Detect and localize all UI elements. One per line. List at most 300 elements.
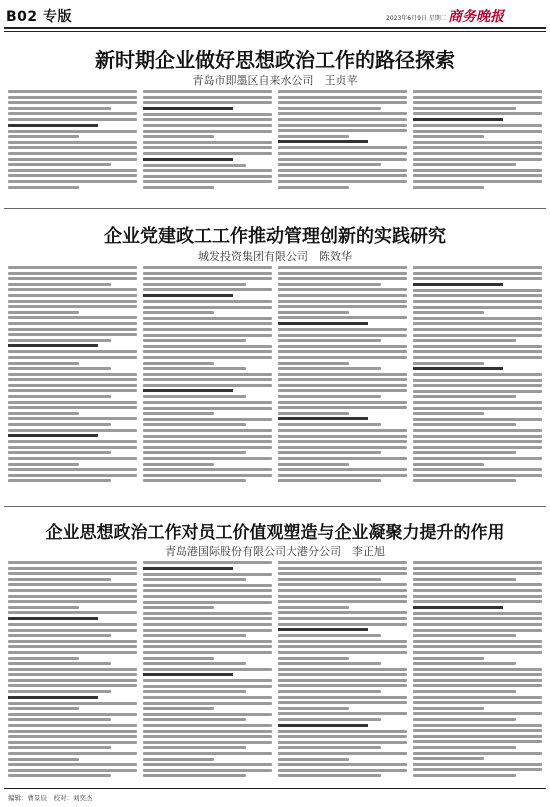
body-text-line-placeholder	[413, 174, 542, 177]
body-text-line-placeholder	[413, 679, 542, 682]
body-text-line-placeholder	[278, 572, 407, 575]
body-text-line-placeholder	[278, 696, 407, 699]
body-text-line-placeholder	[413, 696, 542, 699]
body-text-line-placeholder	[413, 124, 542, 127]
body-text-line-placeholder	[143, 356, 272, 359]
body-text-line-placeholder	[413, 623, 542, 626]
body-text-line-placeholder	[8, 356, 137, 359]
body-text-line-placeholder	[278, 651, 407, 654]
body-text-line-placeholder	[278, 311, 349, 314]
body-text-line-placeholder	[143, 606, 214, 609]
body-subheading-placeholder	[278, 628, 368, 631]
body-text-line-placeholder	[413, 384, 542, 387]
body-text-line-placeholder	[8, 474, 137, 477]
body-text-line-placeholder	[8, 152, 137, 155]
article-byline-1: 青岛市即墨区自来水公司 王贞苹	[192, 74, 358, 87]
body-text-line-placeholder	[278, 101, 407, 104]
body-text-line-placeholder	[143, 130, 272, 133]
body-text-line-placeholder	[413, 479, 516, 482]
body-text-line-placeholder	[8, 640, 137, 643]
body-text-line-placeholder	[143, 146, 272, 149]
body-text-line-placeholder	[143, 118, 272, 121]
body-subheading-placeholder	[8, 124, 98, 127]
body-text-line-placeholder	[413, 617, 542, 620]
body-text-line-placeholder	[413, 435, 542, 438]
body-text-line-placeholder	[143, 573, 272, 576]
body-text-line-placeholder	[278, 118, 407, 121]
body-text-line-placeholder	[278, 395, 381, 398]
body-text-line-placeholder	[8, 389, 137, 392]
body-text-line-placeholder	[8, 440, 137, 443]
body-text-line-placeholder	[413, 328, 542, 331]
body-text-line-placeholder	[143, 707, 214, 710]
body-text-line-placeholder	[278, 124, 407, 127]
body-text-line-placeholder	[413, 640, 542, 643]
body-text-line-placeholder	[413, 96, 542, 99]
body-text-line-placeholder	[8, 634, 111, 637]
body-text-line-placeholder	[278, 135, 349, 138]
body-text-line-placeholder	[278, 180, 407, 183]
body-text-line-placeholder	[278, 345, 407, 348]
body-text-line-placeholder	[8, 339, 111, 342]
body-text-line-placeholder	[278, 600, 407, 603]
body-text-line-placeholder	[278, 645, 407, 648]
body-text-line-placeholder	[278, 339, 381, 342]
body-text-line-placeholder	[413, 322, 542, 325]
body-text-line-placeholder	[278, 668, 407, 671]
body-text-line-placeholder	[143, 300, 272, 303]
body-text-line-placeholder	[8, 112, 137, 115]
body-text-line-placeholder	[278, 673, 407, 676]
body-text-line-placeholder	[8, 401, 137, 404]
body-text-line-placeholder	[8, 645, 137, 648]
body-text-line-placeholder	[8, 158, 137, 161]
body-text-line-placeholder	[143, 423, 246, 426]
body-text-line-placeholder	[8, 567, 137, 570]
body-text-line-placeholder	[8, 578, 111, 581]
body-text-line-placeholder	[8, 479, 111, 482]
body-text-line-placeholder	[143, 288, 272, 291]
body-text-line-placeholder	[143, 713, 272, 716]
body-text-line-placeholder	[278, 446, 407, 449]
body-text-line-placeholder	[8, 294, 137, 297]
body-text-line-placeholder	[143, 758, 214, 761]
body-text-line-placeholder	[143, 350, 272, 353]
body-text-line-placeholder	[143, 429, 272, 432]
body-text-line-placeholder	[8, 412, 79, 415]
section-label: B02 专版	[6, 9, 73, 25]
body-text-line-placeholder	[278, 730, 407, 733]
body-text-line-placeholder	[143, 378, 272, 381]
body-text-line-placeholder	[8, 651, 137, 654]
article-2-column	[278, 266, 407, 486]
body-text-line-placeholder	[143, 334, 272, 337]
body-text-line-placeholder	[413, 572, 542, 575]
body-text-line-placeholder	[278, 589, 407, 592]
body-text-line-placeholder	[143, 175, 272, 178]
body-text-line-placeholder	[413, 429, 542, 432]
body-subheading-placeholder	[143, 294, 233, 297]
body-subheading-placeholder	[8, 617, 98, 620]
body-subheading-placeholder	[8, 696, 98, 699]
body-text-line-placeholder	[413, 334, 542, 337]
article-byline-2: 城发投资集团有限公司 陈效华	[198, 250, 352, 263]
body-text-line-placeholder	[8, 679, 137, 682]
body-text-line-placeholder	[413, 612, 542, 615]
body-text-line-placeholder	[143, 584, 272, 587]
body-text-line-placeholder	[413, 561, 542, 564]
body-text-line-placeholder	[8, 724, 137, 727]
body-text-line-placeholder	[8, 300, 137, 303]
body-text-line-placeholder	[278, 294, 407, 297]
body-text-line-placeholder	[8, 774, 111, 777]
body-text-line-placeholder	[413, 362, 484, 365]
body-subheading-placeholder	[143, 673, 233, 676]
body-text-line-placeholder	[8, 752, 137, 755]
body-text-line-placeholder	[278, 623, 407, 626]
body-text-line-placeholder	[278, 662, 381, 665]
body-text-line-placeholder	[413, 718, 516, 721]
body-text-line-placeholder	[278, 606, 349, 609]
article-divider	[4, 208, 546, 209]
body-text-line-placeholder	[413, 90, 542, 93]
body-text-line-placeholder	[8, 623, 137, 626]
body-text-line-placeholder	[278, 474, 407, 477]
body-text-line-placeholder	[413, 595, 542, 598]
body-text-line-placeholder	[8, 707, 79, 710]
body-text-line-placeholder	[278, 283, 381, 286]
body-text-line-placeholder	[278, 735, 407, 738]
body-text-line-placeholder	[8, 572, 137, 575]
body-text-line-placeholder	[278, 90, 407, 93]
body-text-line-placeholder	[413, 350, 542, 353]
body-text-line-placeholder	[278, 277, 407, 280]
body-text-line-placeholder	[8, 463, 79, 466]
body-text-line-placeholder	[143, 141, 272, 144]
body-text-line-placeholder	[413, 634, 516, 637]
body-text-line-placeholder	[413, 294, 542, 297]
body-text-line-placeholder	[8, 118, 137, 121]
body-text-line-placeholder	[8, 673, 137, 676]
body-text-line-placeholder	[143, 180, 272, 183]
body-text-line-placeholder	[278, 107, 381, 110]
body-text-line-placeholder	[413, 451, 516, 454]
body-text-line-placeholder	[413, 690, 516, 693]
body-text-line-placeholder	[278, 769, 407, 772]
footer-rule	[4, 788, 546, 789]
body-subheading-placeholder	[143, 567, 233, 570]
body-text-line-placeholder	[278, 389, 407, 392]
body-text-line-placeholder	[143, 702, 272, 705]
body-text-line-placeholder	[8, 730, 137, 733]
body-text-line-placeholder	[143, 339, 246, 342]
body-text-line-placeholder	[8, 561, 137, 564]
header-rule-thick	[4, 27, 546, 29]
body-text-line-placeholder	[143, 685, 272, 688]
body-text-line-placeholder	[413, 146, 542, 149]
body-text-line-placeholder	[143, 277, 272, 280]
article-1-column	[413, 90, 542, 195]
body-text-line-placeholder	[143, 90, 272, 93]
body-text-line-placeholder	[278, 146, 407, 149]
body-text-line-placeholder	[143, 589, 272, 592]
body-text-line-placeholder	[278, 288, 407, 291]
body-text-line-placeholder	[8, 266, 137, 269]
body-text-line-placeholder	[8, 141, 137, 144]
body-text-line-placeholder	[278, 378, 407, 381]
body-text-line-placeholder	[413, 107, 516, 110]
body-text-line-placeholder	[8, 180, 137, 183]
body-text-line-placeholder	[8, 690, 111, 693]
body-text-line-placeholder	[278, 367, 381, 370]
body-text-line-placeholder	[143, 135, 214, 138]
body-text-line-placeholder	[278, 356, 407, 359]
body-text-line-placeholder	[8, 305, 137, 308]
body-text-line-placeholder	[278, 401, 407, 404]
body-text-line-placeholder	[143, 266, 272, 269]
body-text-line-placeholder	[143, 769, 272, 772]
body-subheading-placeholder	[413, 283, 503, 286]
body-text-line-placeholder	[143, 345, 272, 348]
body-text-line-placeholder	[278, 684, 407, 687]
body-text-line-placeholder	[413, 141, 542, 144]
body-text-line-placeholder	[143, 124, 272, 127]
article-body-3	[8, 561, 542, 783]
body-text-line-placeholder	[8, 130, 137, 133]
body-text-line-placeholder	[143, 561, 272, 564]
body-text-line-placeholder	[278, 640, 407, 643]
body-text-line-placeholder	[278, 741, 407, 744]
body-text-line-placeholder	[8, 283, 111, 286]
body-text-line-placeholder	[8, 272, 137, 275]
body-text-line-placeholder	[8, 429, 137, 432]
body-subheading-placeholder	[278, 322, 368, 325]
body-text-line-placeholder	[143, 679, 272, 682]
body-text-line-placeholder	[413, 668, 542, 671]
article-title-3: 企业思想政治工作对员工价值观塑造与企业凝聚力提升的作用	[45, 523, 505, 543]
page-header	[0, 0, 550, 30]
body-text-line-placeholder	[143, 718, 246, 721]
article-3-column	[143, 561, 272, 783]
body-text-line-placeholder	[413, 317, 542, 320]
article-body-2	[8, 266, 542, 486]
body-text-line-placeholder	[143, 763, 272, 766]
body-text-line-placeholder	[8, 600, 137, 603]
body-text-line-placeholder	[413, 373, 542, 376]
body-text-line-placeholder	[8, 583, 137, 586]
body-text-line-placeholder	[413, 657, 484, 660]
body-text-line-placeholder	[413, 395, 516, 398]
body-text-line-placeholder	[143, 407, 272, 410]
body-text-line-placeholder	[8, 746, 111, 749]
body-text-line-placeholder	[8, 378, 137, 381]
body-text-line-placeholder	[8, 423, 111, 426]
body-text-line-placeholder	[143, 463, 214, 466]
body-text-line-placeholder	[278, 316, 407, 319]
body-text-line-placeholder	[413, 112, 542, 115]
body-text-line-placeholder	[8, 316, 137, 319]
body-text-line-placeholder	[413, 468, 542, 471]
page-footer	[0, 788, 550, 807]
body-text-line-placeholder	[413, 589, 542, 592]
article-3-column	[8, 561, 137, 783]
body-text-line-placeholder	[8, 684, 137, 687]
body-text-line-placeholder	[413, 152, 542, 155]
body-text-line-placeholder	[413, 645, 542, 648]
body-subheading-placeholder	[413, 367, 503, 370]
body-text-line-placeholder	[8, 406, 137, 409]
body-text-line-placeholder	[143, 401, 272, 404]
body-text-line-placeholder	[143, 367, 246, 370]
body-text-line-placeholder	[8, 367, 111, 370]
body-text-line-placeholder	[413, 752, 542, 755]
body-text-line-placeholder	[143, 457, 272, 460]
article-byline-3: 青岛港国际股份有限公司大港分公司 李正旭	[165, 545, 385, 558]
body-text-line-placeholder	[8, 713, 137, 716]
body-text-line-placeholder	[8, 668, 137, 671]
article-body-1	[8, 90, 542, 195]
body-text-line-placeholder	[143, 152, 272, 155]
body-text-line-placeholder	[8, 741, 137, 744]
body-text-line-placeholder	[413, 379, 542, 382]
body-subheading-placeholder	[413, 606, 503, 609]
body-text-line-placeholder	[413, 277, 542, 280]
body-text-line-placeholder	[278, 362, 349, 365]
body-text-line-placeholder	[413, 300, 542, 303]
body-text-line-placeholder	[8, 611, 137, 614]
body-text-line-placeholder	[278, 163, 381, 166]
body-text-line-placeholder	[143, 311, 214, 314]
body-text-line-placeholder	[413, 651, 542, 654]
article-title-2: 企业党建政工工作推动管理创新的实践研究	[104, 226, 446, 247]
body-text-line-placeholder	[278, 707, 349, 710]
body-text-line-placeholder	[143, 451, 246, 454]
body-text-line-placeholder	[413, 735, 542, 738]
body-text-line-placeholder	[8, 101, 137, 104]
body-text-line-placeholder	[143, 634, 246, 637]
body-text-line-placeholder	[8, 657, 79, 660]
body-text-line-placeholder	[143, 629, 272, 632]
body-text-line-placeholder	[278, 373, 407, 376]
body-text-line-placeholder	[413, 724, 542, 727]
body-text-line-placeholder	[413, 684, 542, 687]
body-text-line-placeholder	[8, 333, 137, 336]
body-text-line-placeholder	[143, 578, 246, 581]
body-text-line-placeholder	[278, 174, 407, 177]
body-text-line-placeholder	[143, 662, 246, 665]
article-divider	[4, 506, 546, 507]
body-text-line-placeholder	[413, 135, 484, 138]
body-text-line-placeholder	[413, 707, 484, 710]
body-text-line-placeholder	[143, 96, 272, 99]
body-text-line-placeholder	[143, 169, 272, 172]
body-text-line-placeholder	[278, 701, 407, 704]
body-subheading-placeholder	[278, 140, 368, 143]
body-text-line-placeholder	[143, 113, 272, 116]
body-text-line-placeholder	[143, 741, 272, 744]
body-text-line-placeholder	[143, 479, 246, 482]
body-text-line-placeholder	[278, 350, 407, 353]
body-text-line-placeholder	[143, 651, 272, 654]
body-text-line-placeholder	[413, 567, 542, 570]
body-text-line-placeholder	[8, 589, 137, 592]
article-1-column	[278, 90, 407, 195]
body-text-line-placeholder	[8, 395, 111, 398]
body-text-line-placeholder	[8, 174, 137, 177]
body-text-line-placeholder	[278, 412, 349, 415]
body-text-line-placeholder	[278, 657, 349, 660]
body-subheading-placeholder	[143, 158, 233, 161]
body-text-line-placeholder	[413, 169, 542, 172]
body-text-line-placeholder	[413, 746, 516, 749]
body-text-line-placeholder	[278, 300, 407, 303]
body-text-line-placeholder	[413, 311, 484, 314]
body-text-line-placeholder	[143, 317, 272, 320]
body-text-line-placeholder	[143, 623, 272, 626]
editor-credit: 编辑：曹景辰 校对：刘奕杰	[8, 794, 93, 802]
body-text-line-placeholder	[413, 457, 542, 460]
body-text-line-placeholder	[278, 266, 407, 269]
body-text-line-placeholder	[143, 595, 272, 598]
body-text-line-placeholder	[8, 163, 111, 166]
body-text-line-placeholder	[8, 769, 137, 772]
body-text-line-placeholder	[8, 90, 137, 93]
article-1-column	[143, 90, 272, 195]
body-text-line-placeholder	[8, 758, 79, 761]
body-text-line-placeholder	[143, 617, 272, 620]
body-text-line-placeholder	[278, 112, 407, 115]
body-text-line-placeholder	[278, 690, 381, 693]
body-text-line-placeholder	[143, 283, 246, 286]
article-3-column	[278, 561, 407, 783]
body-text-line-placeholder	[143, 752, 272, 755]
body-text-line-placeholder	[143, 440, 272, 443]
body-text-line-placeholder	[278, 712, 407, 715]
body-text-line-placeholder	[143, 746, 246, 749]
body-text-line-placeholder	[413, 423, 516, 426]
body-text-line-placeholder	[143, 306, 272, 309]
body-text-line-placeholder	[8, 311, 79, 314]
body-text-line-placeholder	[278, 718, 381, 721]
body-text-line-placeholder	[278, 406, 407, 409]
body-text-line-placeholder	[413, 673, 542, 676]
body-text-line-placeholder	[278, 758, 349, 761]
body-text-line-placeholder	[278, 169, 407, 172]
article-3-column	[413, 561, 542, 783]
body-text-line-placeholder	[278, 152, 407, 155]
body-text-line-placeholder	[143, 724, 272, 727]
body-text-line-placeholder	[413, 474, 542, 477]
body-text-line-placeholder	[278, 334, 407, 337]
body-text-line-placeholder	[8, 384, 137, 387]
body-text-line-placeholder	[413, 440, 542, 443]
body-subheading-placeholder	[413, 118, 503, 121]
body-text-line-placeholder	[413, 583, 542, 586]
body-text-line-placeholder	[278, 158, 407, 161]
body-text-line-placeholder	[278, 96, 407, 99]
body-text-line-placeholder	[143, 362, 214, 365]
body-text-line-placeholder	[413, 158, 542, 161]
body-text-line-placeholder	[143, 412, 214, 415]
body-text-line-placeholder	[8, 718, 111, 721]
body-text-line-placeholder	[413, 757, 484, 760]
body-text-line-placeholder	[278, 774, 381, 777]
body-text-line-placeholder	[278, 186, 349, 189]
body-text-line-placeholder	[278, 305, 407, 308]
body-text-line-placeholder	[278, 384, 407, 387]
body-text-line-placeholder	[8, 457, 137, 460]
body-text-line-placeholder	[413, 345, 542, 348]
